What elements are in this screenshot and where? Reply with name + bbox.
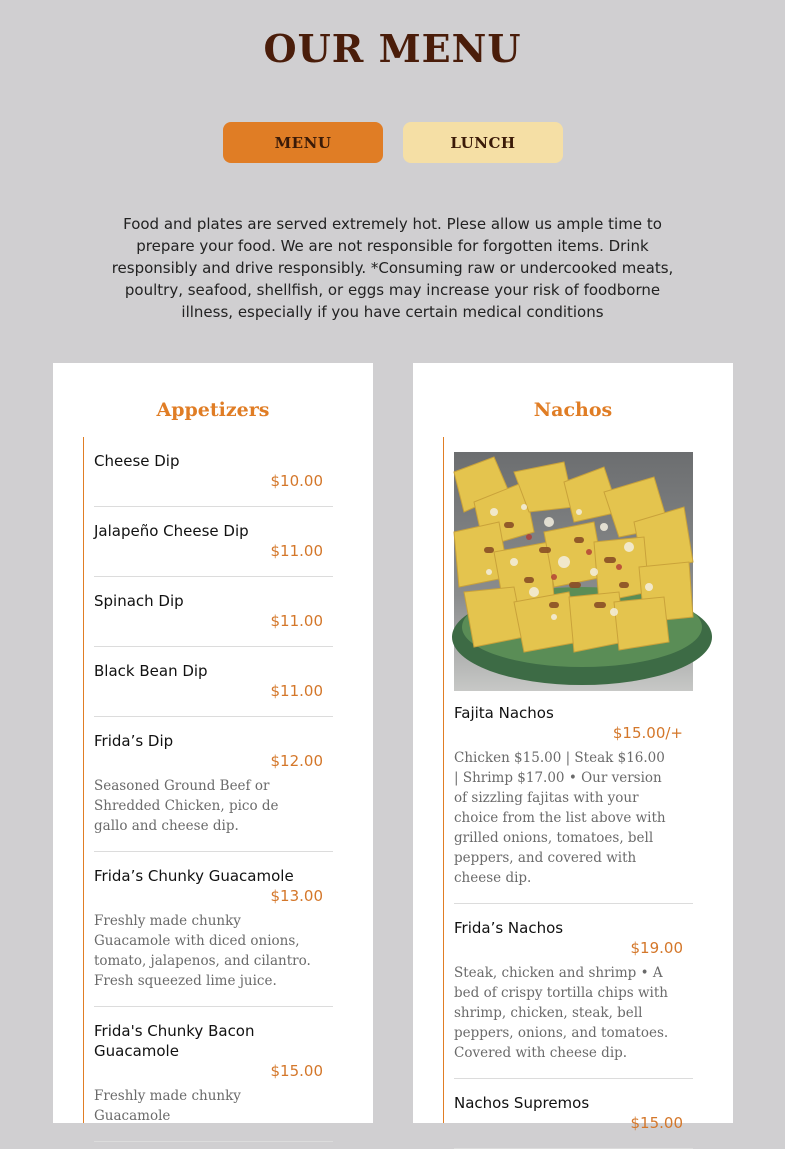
nachos-title: Nachos	[533, 399, 613, 421]
item-name: Black Bean Dip	[94, 662, 208, 680]
item-name: Frida's Chunky Bacon Guacamole	[94, 1022, 255, 1060]
item-name: Jalapeño Cheese Dip	[94, 522, 249, 540]
item-name: Cheese Dip	[94, 452, 180, 470]
item-description: Freshly made chunky Guacamole	[94, 1088, 241, 1124]
list-item	[454, 904, 693, 1079]
nachos-list	[443, 437, 693, 1132]
item-name: Frida’s Dip	[94, 732, 174, 750]
appetizers-list	[83, 437, 333, 1123]
list-item	[94, 717, 333, 852]
item-price: $11.00	[270, 612, 323, 630]
list-item	[454, 1079, 693, 1149]
tab-menu[interactable]: MENU	[223, 122, 383, 163]
item-description: Freshly made chunky Guacamole with diced onions, tomato, jalapenos, and cilantro. Fresh squeezed lime juice.	[94, 913, 311, 989]
appetizers-card	[53, 363, 373, 1123]
item-price: $15.00/+	[612, 724, 683, 742]
item-price: $15.00	[270, 1062, 323, 1080]
item-price: $12.00	[270, 752, 323, 770]
list-item	[94, 577, 333, 647]
item-name: Fajita Nachos	[454, 704, 554, 722]
list-item	[94, 437, 333, 507]
page-title: OUR MENU	[263, 26, 522, 71]
item-price: $19.00	[630, 939, 683, 957]
list-item	[94, 647, 333, 717]
food-notice: Food and plates are served extremely hot. Plese allow us ample time to prepare your food. We are not responsible for forgotten items. Drink responsibly and drive responsibly. *Consuming raw or undercooked meats, poultry, seafood, shellfish, or eggs may increase your risk of foodborne illness, especially if you have certain medical conditions	[111, 215, 674, 321]
appetizers-title: Appetizers	[156, 399, 270, 421]
item-price: $11.00	[270, 682, 323, 700]
item-price: $10.00	[270, 472, 323, 490]
menu-tabs	[223, 122, 563, 163]
item-name: Frida’s Chunky Guacamole	[94, 867, 294, 885]
list-item	[94, 852, 333, 1007]
list-item	[454, 703, 693, 904]
item-price: $15.00	[630, 1114, 683, 1132]
list-item	[94, 1007, 333, 1142]
item-name: Spinach Dip	[94, 592, 184, 610]
nachos-photo	[454, 452, 693, 691]
tab-lunch[interactable]: LUNCH	[403, 122, 563, 163]
nachos-card	[413, 363, 733, 1132]
item-name: Frida’s Nachos	[454, 919, 564, 937]
item-description: Steak, chicken and shrimp • A bed of crispy tortilla chips with shrimp, chicken, steak, bell peppers, onions, and tomatoes. Covered with cheese dip.	[454, 965, 669, 1061]
item-price: $13.00	[270, 887, 323, 905]
list-item	[94, 507, 333, 577]
item-description: Chicken $15.00 | Steak $16.00 | Shrimp $17.00 • Our version of sizzling fajitas with your choice from the list above with grilled onions, tomatoes, bell peppers, and covered with cheese dip.	[454, 750, 666, 886]
item-description: Seasoned Ground Beef or Shredded Chicken, pico de gallo and cheese dip.	[94, 778, 279, 834]
item-name: Nachos Supremos	[454, 1094, 590, 1112]
item-price: $11.00	[270, 542, 323, 560]
